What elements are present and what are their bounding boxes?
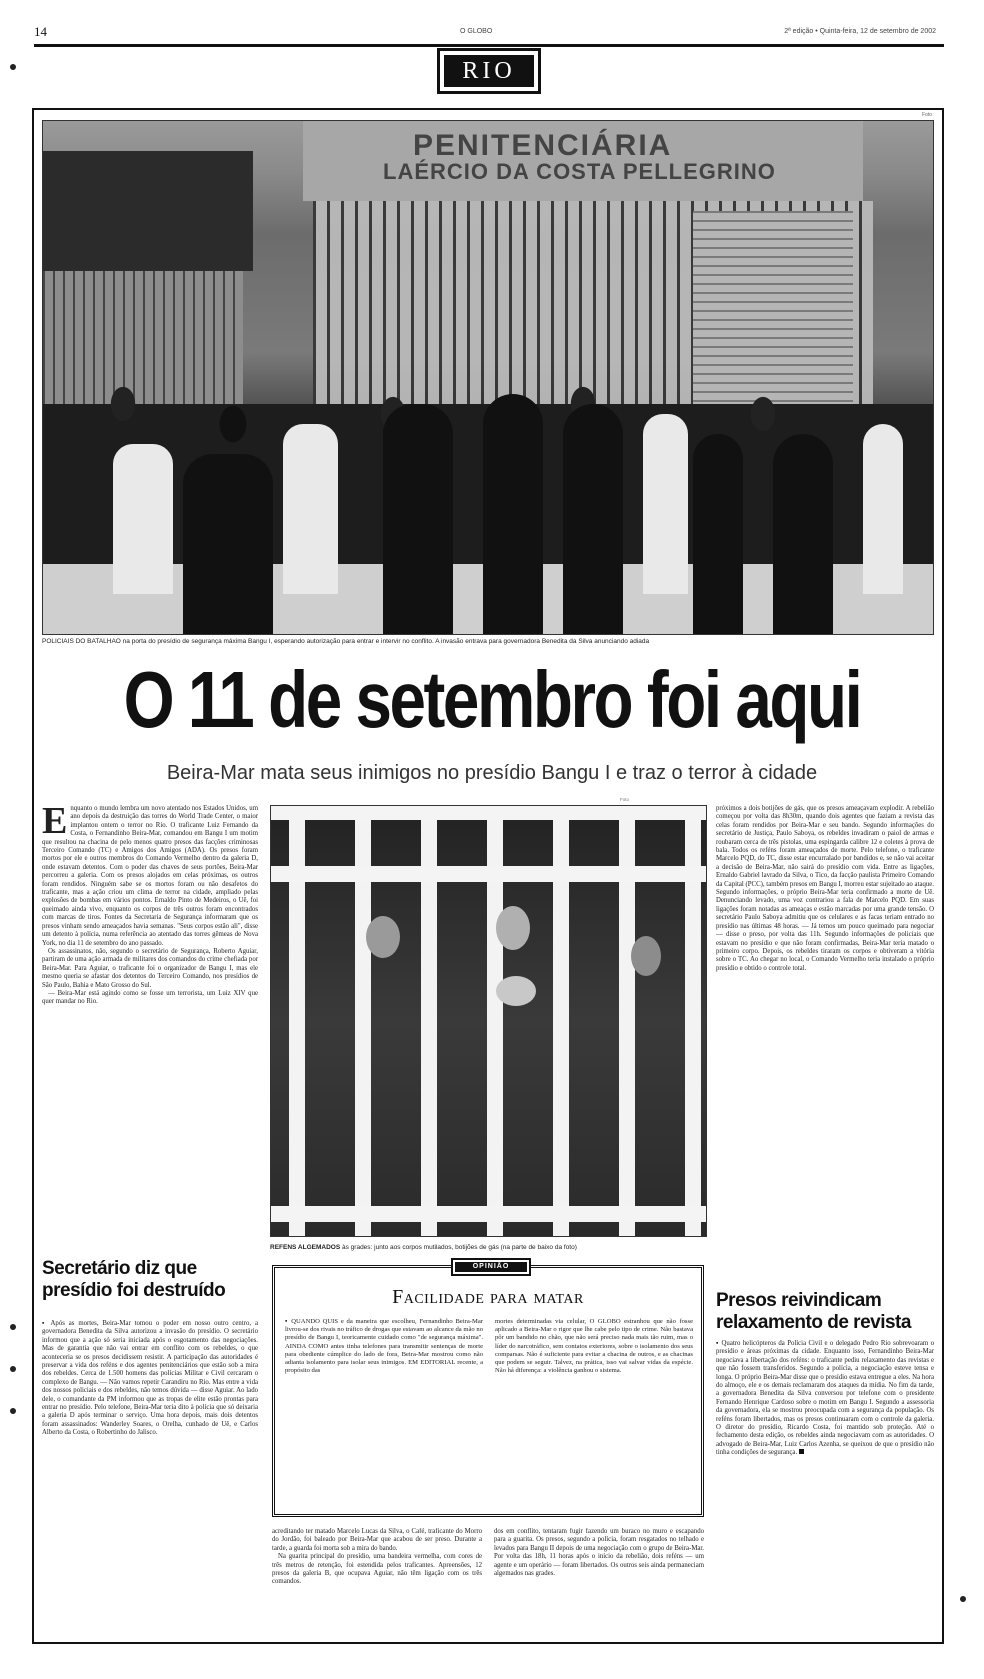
article-column-3-lower: ▪ Quatro helicópteros da Polícia Civil e o delegado Pedro Rio sobrevoaram o presídio e áreas próximas da cidade. Enquanto isso, Fernandinho Beira-Mar negociava a libertação dos reféns: o traficante pediu relaxamento das revistas e que não fossem transferidos. Segundo a polícia, a negociação esteve tensa e longa. O próprio Beira-Mar disse que o presídio estava entregue a eles. Na hora do almoço, ele e os demais reclamaram dos ataques da mídia. No fim da tarde, a governadora Benedita da Silva conversou por telefone com o presidente Fernando Henrique Cardoso sobre o motim em Bangu I. Segundo a assessoria da governadora, ela se mostrou preocupada com a segurança da população. Os reféns foram libertados, mas os presos continuaram com o controle da galeria. O diretor do presídio, Ricardo Costa, foi mantido sob proteção. Até o fechamento desta edição, os rebeldes ainda negociavam com as autoridades. O advogado de Beira-Mar, Luiz Carlos Azenha, se queixou de que o presídio não tinha condições de segurança.	[716, 1340, 934, 1457]
edition-date: 2ª edição • Quinta-feira, 12 de setembro de 2002	[784, 28, 936, 35]
cell-crossbar	[271, 866, 706, 882]
scan-mark	[10, 64, 16, 70]
main-photo-caption: POLICIAIS DO BATALHÃO na porta do presídio de segurança máxima Bangu I, esperando autorização para entrar e intervir no conflito. A invasão entrava para governadora Benedita da Silva anunciando adiada	[42, 638, 650, 645]
opinion-text: QUANDO QUIS e da maneira que escolheu, Fernandinho Beira-Mar livrou-se dos rivais no tráfico de drogas que estavam ao alcance da mão no presídio de Bangu I, teoricamente cuidado como "de segurança máxima". AINDA COMO antes tinha telefones para transmitir sentenças de morte para obediente cúmplice do lado de fora, Beira-Mar mostrou como não adianta isolamento para isolar seus inimigos. EM EDITORIAL recente, a propósito das	[285, 1318, 483, 1375]
article-column-1	[42, 805, 258, 1229]
drop-cap: E	[42, 805, 68, 842]
person-figure	[693, 434, 743, 634]
person-figure	[283, 424, 338, 594]
person-figure	[383, 404, 453, 634]
person-figure	[863, 424, 903, 594]
cell-bars-photo	[270, 805, 707, 1237]
end-mark	[799, 1449, 804, 1454]
section-tag	[437, 48, 541, 94]
paper-name: O GLOBO	[460, 28, 493, 35]
article-column-2-bottom-left	[272, 1528, 482, 1632]
cell-crossbar	[271, 1206, 706, 1222]
hostage-face	[631, 936, 661, 976]
photo-shadow	[43, 151, 253, 271]
person-figure	[183, 454, 273, 634]
opinion-column-right	[495, 1318, 693, 1514]
opinion-title: Facilidade para matar	[392, 1286, 584, 1308]
article-column-3	[716, 805, 934, 1285]
opinion-label: OPINIÃO	[455, 1262, 527, 1272]
subhead-secretario: Secretário diz que presídio foi destruído	[42, 1258, 226, 1301]
scan-mark	[10, 1408, 16, 1414]
main-photo	[42, 120, 934, 635]
subhead-presos: Presos reivindicam relaxamento de revista	[716, 1290, 911, 1333]
article-body: Quatro helicópteros da Polícia Civil e o delegado Pedro Rio sobrevoaram o presídio e áreas próximas da cidade. Enquanto isso, Fernandinho Beira-Mar negociava a libertação dos reféns: o traficante pediu relaxamento das revistas e que não fossem transferidos. Segundo a polícia, a negociação esteve tensa e longa. O próprio Beira-Mar disse que o presídio estava entregue a eles. Na hora do almoço, ele e os demais reclamaram dos ataques da mídia. No fim da tarde, a governadora Benedita da Silva conversou por telefone com o presidente Fernando Henrique Cardoso sobre o motim em Bangu I. Segundo a assessoria da governadora, ela se mostrou preocupada com a segurança da população. Os reféns foram libertados, mas os presos continuaram com o controle da galeria. O diretor do presídio, Ricardo Costa, foi mantido sob proteção. Até o fechamento desta edição, os rebeldes ainda negociavam com as autoridades. O advogado de Beira-Mar, Luiz Carlos Azenha, se queixou de que o presídio não tinha condições de segurança.	[716, 1340, 934, 1457]
article-column-1-lower: ▪ Após as mortes, Beira-Mar tomou o poder em nosso outro centro, a governadora Benedita da Silva autorizou a invasão do presídio. O secretário informou que a ação só seria iniciada após o esgotamento das negociações. Mas de garantia que não vai entrar em conflito com os rebeldes, o que aconteceria se os presos decidissem resistir. A participação das autoridades é preservar a vida dos reféns e dos agentes penitenciários que estão sob a mira dos rebeldes. Cerca de 1.500 homens das polícias Militar e Civil cercaram o complexo de Bangu. — Não vamos repetir Carandiru no Rio. Mas entre a vida dos nossos policiais e dos rebeldes, não temos dúvida — disse Aguiar. Ao lado dele, o comandante da PM informou que as tropas de elite estão prontas para entrar no presídio. Pelo telefone, Beira-Mar teria dito à polícia que só deixaria a galeria D após terminar o serviço. Uma hora depois, mais dois detentos foram assassinados: Wanderley Soares, o Orelha, cunhado de Uê, e Carlos Alberto da Costa, o Robertinho do Jalisco.	[42, 1320, 258, 1437]
headline: O 11 de setembro foi aqui	[123, 655, 861, 744]
scan-mark	[10, 1324, 16, 1330]
article-body: acreditando ter matado Marcelo Lucas da Silva, o Café, traficante do Morro do Jordão, foi baleado por Beira-Mar que acabou de ser preso. Durante a tarde, a guarda foi morta sob a mira do bando.	[272, 1528, 482, 1552]
opinion-text: mortes determinadas via celular, O GLOBO estranhou que não fosse aplicado a Beira-Mar o rigor que lhe cabe pelo tipo de crime. Não bastava pôr um bandido no chão, que não será preciso nada mais tão ruim, mas o líder do narcotráfico, sem contatos exteriores, sobre o isolamento dos seus comparsas. Não é suficiente para evitar a chacina de outros, e as chacinas que podem se seguir. Talvez, na prática, isso vai salvar vidas da espécie. Não há diferença: a violência ganhou o sistema.	[495, 1318, 693, 1375]
building-sign-line1: PENITENCIÁRIA	[413, 129, 673, 162]
cell-frame	[271, 806, 706, 820]
scan-mark	[960, 1596, 966, 1602]
person-figure	[643, 414, 688, 594]
opinion-tag	[451, 1258, 531, 1276]
header-rule	[34, 44, 944, 47]
section-label: RIO	[444, 55, 534, 87]
article-paragraph: — Beira-Mar está agindo como se fosse um terrorista, um Luiz XIV que quer mandar no Rio.	[42, 989, 258, 1006]
scan-mark	[10, 1366, 16, 1372]
building-sign-line2: LAÉRCIO DA COSTA PELLEGRINO	[383, 159, 776, 184]
person-figure	[483, 394, 543, 634]
article-paragraph: Na guarita principal do presídio, uma bandeira vermelha, com cores de três metros de retenção, foi estendida pelos traficantes. Apreensões, 12 presos da galeria B, que ocupava Aguiar, não têm ligação com os três comandos.	[272, 1553, 482, 1586]
cell-photo-credit: Foto	[620, 797, 630, 802]
page-number: 14	[34, 24, 47, 39]
subheadline: Beira-Mar mata seus inimigos no presídio Bangu I e traz o terror à cidade	[166, 762, 818, 784]
cell-photo-caption	[270, 1244, 707, 1251]
article-column-2-bottom-right	[494, 1528, 704, 1632]
hostage-face	[366, 916, 400, 958]
article-paragraph: Os assassinatos, não, segundo o secretário de Segurança, Roberto Aguiar, partiram de uma ação armada de militares dos comandos do crime chefiada por Beira-Mar. Para Aguiar, o traficante foi o organizador de Bangu I, mas ele mesmo queria se afastar dos detentos do Terceiro Comando, nos presídios de São Paulo, Bahia e Mato Grosso do Sul.	[42, 947, 258, 989]
article-body: dos em conflito, tentaram fugir fazendo um buraco no muro e escapando para a guarita. Os presos, segundo a polícia, foram resgatados no telhado e levados para Bangu II depois de uma negociação com o grupo de Beira-Mar. Por volta das 18h, 11 horas após o início da rebelião, dois reféns — um agente e um operário — foram libertados. Os outros seis ainda permaneciam algemados nas grades.	[494, 1528, 704, 1578]
hostage-hands	[496, 976, 536, 1006]
person-figure	[113, 444, 173, 594]
caption-lead: REFÉNS ALGEMADOS	[270, 1244, 341, 1251]
caption-text: às grades: junto aos corpos mutilados, botijões de gás (na parte de baixo da foto)	[342, 1244, 577, 1251]
photo-credit: Foto	[921, 112, 932, 118]
article-body: Após as mortes, Beira-Mar tomou o poder em nosso outro centro, a governadora Benedita da Silva autorizou a invasão do presídio. O secretário informou que a ação só seria iniciada após o esgotamento das negociações. Mas de garantia que não vai entrar em conflito com os rebeldes, o que aconteceria se os presos decidissem resistir. A participação das autoridades é preservar a vida dos reféns e dos agentes penitenciários que estão sob a mira dos rebeldes. Cerca de 1.500 homens das polícias Militar e Civil cercaram o complexo de Bangu. — Não vamos repetir Carandiru no Rio. Mas entre a vida dos nossos policiais e dos rebeldes, não temos dúvida — disse Aguiar. Ao lado dele, o comandante da PM informou que as tropas de elite estão prontas para entrar no presídio. Pelo telefone, Beira-Mar teria dito à polícia que só deixaria a galeria D após terminar o serviço. Uma hora depois, mais dois detentos foram assassinados: Wanderley Soares, o Orelha, cunhado de Uê, e Carlos Alberto da Costa, o Robertinho do Jalisco.	[42, 1320, 258, 1437]
article-body: nquanto o mundo lembra um novo atentado nos Estados Unidos, um ano depois da destruição das torres do World Trade Center, o maior implantou ontem o terror no Rio. O traficante Luiz Fernando da Costa, o Fernandinho Beira-Mar, comandou em Bangu I um motim que resultou na chacina de pelo menos quatro presos das facções criminosas Terceiro Comando (TC) e Amigos dos Amigos (ADA). Os presos foram mortos por ele e outros membros do Comando Vermelho dentro da galeria D, onde estavam detentos. Com o poder das chaves de seus portões, Beira-Mar percorreu a galeria. Com os presos alojados em celas próximas, os outros foram rendidos. Ninguém sabe se os mortos foram ou não desafetos do traficante, mas a ação criou um clima de terror na cidade, ampliado pelas explosões de bombas em vários pontos. Ernaldo Pinto de Medeiros, o Uê, foi queimado ainda vivo, enquanto os corpos de três outros foram encontrados com marcas de tiros. Fontes da Secretaria de Segurança informaram que os presos vinham sendo ameaçados havia semanas. "Seus corpos estão ali", disse um detento à polícia, numa referência ao atentado das torres gêmeas de Nova York, no dia 11 de setembro do ano passado.	[42, 805, 258, 947]
article-body: próximos a dois botijões de gás, que os presos ameaçavam explodir. A rebelião começou por volta das 8h30m, quando dois agentes que faziam a revista das celas foram rendidos por Beira-Mar e seu bando. Segundo informações do secretário de Justiça, Paulo Saboya, os rebeldes invadiram o paiol de armas e roubaram cerca de três pistolas, uma espingarda calibre 12 e coletes à prova de bala. Todos os reféns foram ameaçados de morte. Pelo telefone, o traficante Marcelo PQD, do TC, disse estar encurralado por bandidos e, se não vai aceitar a decisão de Beira-Mar, não sairá do presídio com vida. Entre as ligações, Ernaldo Gabriel lavrado da Silva, o Tico, da facção paulista Primeiro Comando da Capital (PCC), também presos em Bangu I, morreu estar sujeitado ao ataque. Segundo informações, o próprio Beira-Mar teria confirmado a morte de Uê. Denunciando levado, uma voz contrariou a fala de Marcelo PQD. Em suas ligações foram notadas as ameaças e estão marcadas por uma grande tensão. O secretário Paulo Saboya admitiu que os celulares e as facas teriam entrado no presídio nas últimas 48 horas. — Já temos um pouco queimado para negociar — disse o preso, por volta das 11h. Segundo informações de policiais que estavam no presídio e que não foram confirmadas, Beira-Mar teria matado o primeiro corpo. Depois, os rebeldes tiraram os corpos e obtiveram a vitória sobre o TC. Ao chegar no local, o Comando Vermelho teria instalado o próprio presídio e obtido o controle total.	[716, 805, 934, 972]
person-figure	[563, 404, 623, 634]
opinion-box	[272, 1265, 704, 1517]
person-figure	[773, 434, 833, 634]
opinion-column-left: ▪ QUANDO QUIS e da maneira que escolheu, Fernandinho Beira-Mar livrou-se dos rivais no tráfico de drogas que estavam ao alcance da mão no presídio de Bangu I, teoricamente cuidado como "de segurança máxima". AINDA COMO antes tinha telefones para transmitir sentenças de morte para obediente cúmplice do lado de fora, Beira-Mar mostrou como não adianta isolamento para isolar seus inimigos. EM EDITORIAL recente, a propósito das	[285, 1318, 483, 1375]
hostage-face	[496, 906, 530, 950]
